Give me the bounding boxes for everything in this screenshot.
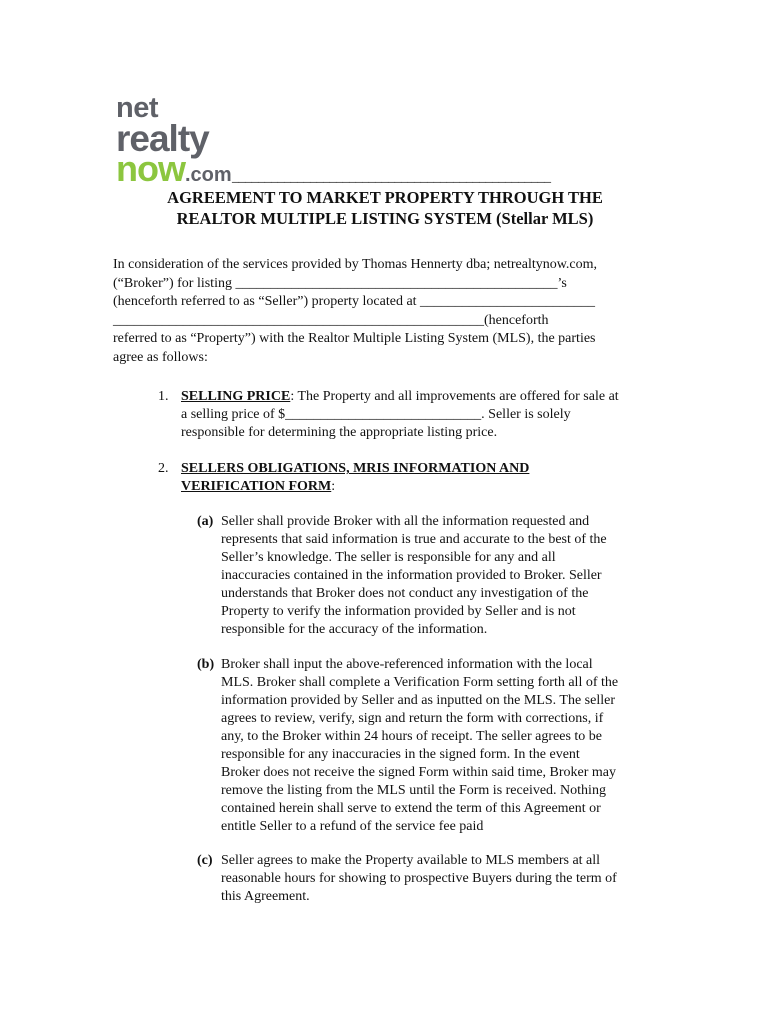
clause-label: (a) xyxy=(197,514,214,529)
intro-line: (“Broker”) for listing ______________________________________________’s xyxy=(113,275,567,291)
section-line xyxy=(181,388,661,406)
intro-line: agree as follows: xyxy=(113,349,208,365)
logo-domain: .com xyxy=(184,164,232,186)
section-line xyxy=(181,478,661,496)
section-body xyxy=(181,460,661,496)
clause-line: MLS. Broker shall complete a Verification Form setting forth all of the xyxy=(221,675,619,690)
netrealtynow-logo xyxy=(116,94,232,187)
section-number: 2. xyxy=(158,461,169,476)
clause-text xyxy=(221,656,641,836)
clause-text xyxy=(221,852,641,906)
document-title-line-2: REALTOR MULTIPLE LISTING SYSTEM (Stellar MLS) xyxy=(176,209,594,228)
logo-line-now-group xyxy=(116,148,232,189)
section-heading: SELLING PRICE xyxy=(181,389,291,404)
logo-line-net: net xyxy=(116,92,158,124)
section-heading: SELLERS OBLIGATIONS, MRIS INFORMATION AND xyxy=(181,461,530,476)
logo-line-realty: realty xyxy=(116,118,209,159)
clause-line: Seller’s knowledge. The seller is responsible for any and all xyxy=(221,550,556,565)
clause-line: any, to the Broker within 24 hours of receipt. The seller agrees to be xyxy=(221,729,602,744)
clause-line: remove the listing from the MLS until the Form is received. Nothing xyxy=(221,783,606,798)
clause-label: (c) xyxy=(197,853,213,868)
intro-line: In consideration of the services provided by Thomas Hennerty dba; netrealtynow.com, xyxy=(113,257,598,272)
top-blank-line: _________________________________________________ xyxy=(232,170,551,185)
section-text: : xyxy=(331,479,336,494)
section-body xyxy=(181,388,661,442)
clause-line: this Agreement. xyxy=(221,889,310,904)
intro-paragraph xyxy=(113,256,643,367)
section-line: a selling price of $____________________________. Seller is solely xyxy=(181,407,571,422)
clause-line: Property to verify the information provided by Seller and is not xyxy=(221,604,576,619)
clause-line: responsible for any inaccuracies in the signed form. In the event xyxy=(221,747,580,762)
clause-line: responsible for the accuracy of the information. xyxy=(221,622,488,637)
clause-text xyxy=(221,513,641,639)
clause-line: entitle Seller to a refund of the service fee paid xyxy=(221,819,484,834)
clause-line: contained herein shall serve to extend the term of this Agreement or xyxy=(221,801,601,816)
intro-line: referred to as “Property”) with the Realtor Multiple Listing System (MLS), the parties xyxy=(113,331,596,346)
clause-line: information provided by Seller and as inputted on the MLS. The seller xyxy=(221,693,615,708)
logo-line-now: now xyxy=(116,148,185,189)
clause-line: represents that said information is true and accurate to the best of the xyxy=(221,532,607,547)
section-text: : The Property and all improvements are offered for sale at xyxy=(290,389,619,404)
clause-label: (b) xyxy=(197,657,215,672)
section-number: 1. xyxy=(158,389,169,404)
document-title-line-1: AGREEMENT TO MARKET PROPERTY THROUGH THE xyxy=(167,188,603,207)
section-line: responsible for determining the appropriate listing price. xyxy=(181,425,498,440)
clause-line: inaccuracies contained in the information provided to Broker. Seller xyxy=(221,568,602,583)
clause-line: Seller agrees to make the Property available to MLS members at all xyxy=(221,853,601,868)
intro-line: (henceforth referred to as “Seller”) property located at _________________________ xyxy=(113,294,596,309)
clause-line: Broker shall input the above-referenced information with the local xyxy=(221,657,593,672)
clause-line: understands that Broker does not conduct any investigation of the xyxy=(221,586,589,601)
clause-line: reasonable hours for showing to prospective Buyers during the term of xyxy=(221,871,617,886)
clause-line: agrees to review, verify, sign and return the form with corrections, if xyxy=(221,711,604,726)
clause-line: Broker does not receive the signed Form within said time, Broker may xyxy=(221,765,617,780)
clause-line: Seller shall provide Broker with all the information requested and xyxy=(221,514,590,529)
section-heading: VERIFICATION FORM xyxy=(181,479,332,494)
intro-line: _____________________________________________________(henceforth xyxy=(113,312,549,328)
